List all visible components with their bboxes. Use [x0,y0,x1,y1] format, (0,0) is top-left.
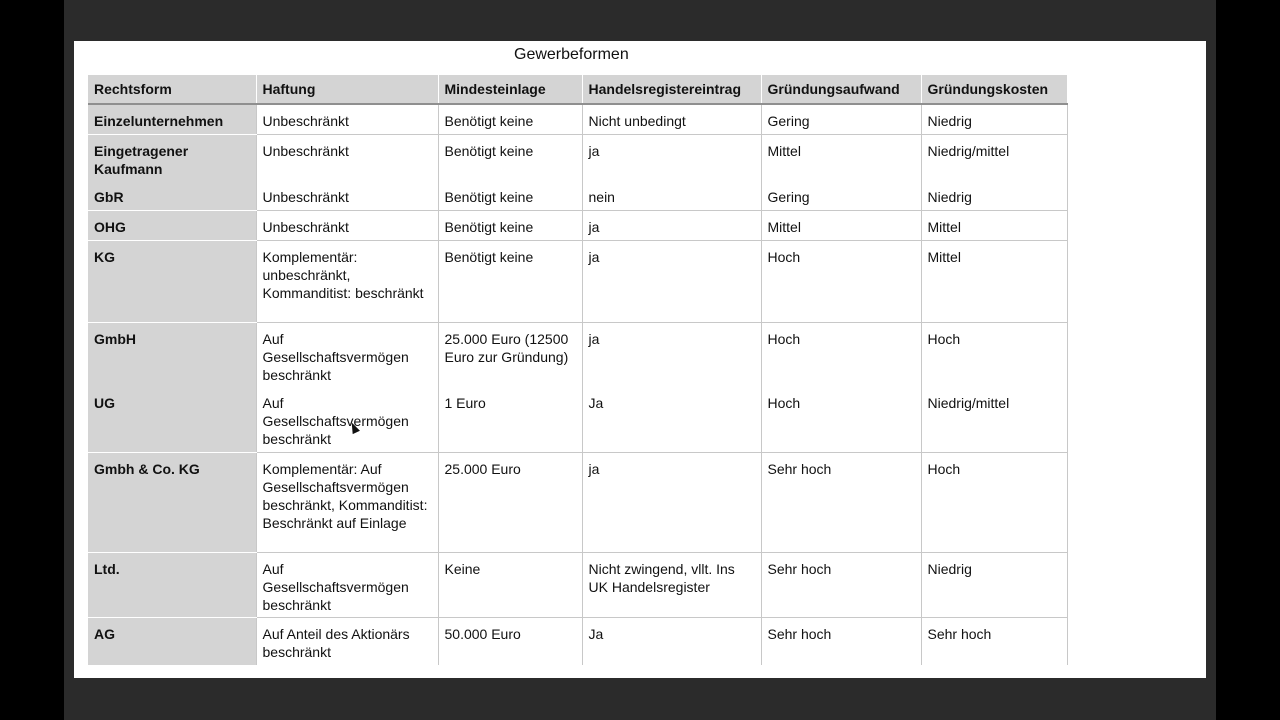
cell-haftung: Komplementär: Auf Gesellschaftsvermögen beschränkt, Kommanditist: Beschränkt auf Einlage [256,452,438,552]
cell-aufwand: Mittel [761,210,921,240]
cell-handelsregister: Nicht unbedingt [582,104,761,134]
cell-handelsregister: nein [582,181,761,210]
table-row [88,322,1067,387]
cell-aufwand: Hoch [761,387,921,452]
cell-aufwand: Gering [761,104,921,134]
cell-rechtsform: Eingetragener Kaufmann [88,134,256,181]
header-gruendungsaufwand: Gründungsaufwand [761,75,921,104]
header-rechtsform: Rechtsform [88,75,256,104]
header-mindesteinlage: Mindesteinlage [438,75,582,104]
cell-handelsregister: Ja [582,617,761,665]
cell-mindesteinlage: Benötigt keine [438,134,582,181]
cell-aufwand: Sehr hoch [761,552,921,617]
table-row [88,181,1067,210]
cell-haftung: Unbeschränkt [256,181,438,210]
cell-aufwand: Mittel [761,134,921,181]
cell-mindesteinlage: 50.000 Euro [438,617,582,665]
cell-haftung: Auf Anteil des Aktionärs beschränkt [256,617,438,665]
cell-handelsregister: ja [582,452,761,552]
cell-handelsregister: Nicht zwingend, vllt. Ins UK Handelsregister [582,552,761,617]
cell-handelsregister: ja [582,240,761,322]
cell-rechtsform: AG [88,617,256,665]
header-gruendungskosten: Gründungskosten [921,75,1067,104]
cell-aufwand: Gering [761,181,921,210]
cell-kosten: Mittel [921,210,1067,240]
table-row [88,552,1067,617]
cell-kosten: Niedrig/mittel [921,134,1067,181]
cell-kosten: Niedrig [921,181,1067,210]
legal-forms-table [88,75,1068,665]
cell-kosten: Niedrig [921,104,1067,134]
cell-haftung: Auf Gesellschaftsvermögen beschränkt [256,322,438,387]
cell-haftung: Unbeschränkt [256,104,438,134]
table-row [88,387,1067,452]
cell-rechtsform: Gmbh & Co. KG [88,452,256,552]
table-row [88,617,1067,665]
cell-handelsregister: ja [582,134,761,181]
cell-mindesteinlage: 1 Euro [438,387,582,452]
cell-handelsregister: ja [582,210,761,240]
cell-handelsregister: ja [582,322,761,387]
cell-mindesteinlage: Benötigt keine [438,210,582,240]
cell-kosten: Mittel [921,240,1067,322]
cell-kosten: Hoch [921,452,1067,552]
cell-haftung: Auf Gesellschaftsvermögen beschränkt [256,552,438,617]
header-row [88,75,1067,104]
cell-aufwand: Hoch [761,240,921,322]
cell-kosten: Niedrig [921,552,1067,617]
table-row [88,104,1067,134]
cell-mindesteinlage: Benötigt keine [438,104,582,134]
cell-rechtsform: OHG [88,210,256,240]
cell-rechtsform: KG [88,240,256,322]
cell-aufwand: Sehr hoch [761,617,921,665]
cell-mindesteinlage: Keine [438,552,582,617]
cell-kosten: Sehr hoch [921,617,1067,665]
cell-haftung: Unbeschränkt [256,134,438,181]
cell-mindesteinlage: Benötigt keine [438,181,582,210]
document-page [74,41,1206,678]
cell-aufwand: Hoch [761,322,921,387]
cell-mindesteinlage: 25.000 Euro [438,452,582,552]
cell-aufwand: Sehr hoch [761,452,921,552]
cell-kosten: Hoch [921,322,1067,387]
cell-rechtsform: UG [88,387,256,452]
table-row [88,240,1067,322]
table-row [88,134,1067,181]
cell-handelsregister: Ja [582,387,761,452]
header-handelsregistereintrag: Handelsregistereintrag [582,75,761,104]
cell-rechtsform: Ltd. [88,552,256,617]
document-title: Gewerbeformen [514,46,629,63]
cell-haftung: Auf Gesellschaftsvermögen beschränkt [256,387,438,452]
cell-mindesteinlage: Benötigt keine [438,240,582,322]
header-haftung: Haftung [256,75,438,104]
cell-kosten: Niedrig/mittel [921,387,1067,452]
cell-haftung: Unbeschränkt [256,210,438,240]
cell-rechtsform: GbR [88,181,256,210]
table-row [88,452,1067,552]
cell-mindesteinlage: 25.000 Euro (12500 Euro zur Gründung) [438,322,582,387]
cell-rechtsform: GmbH [88,322,256,387]
table-row [88,210,1067,240]
cell-rechtsform: Einzelunternehmen [88,104,256,134]
cell-haftung: Komplementär: unbeschränkt, Kommanditist: beschränkt [256,240,438,322]
